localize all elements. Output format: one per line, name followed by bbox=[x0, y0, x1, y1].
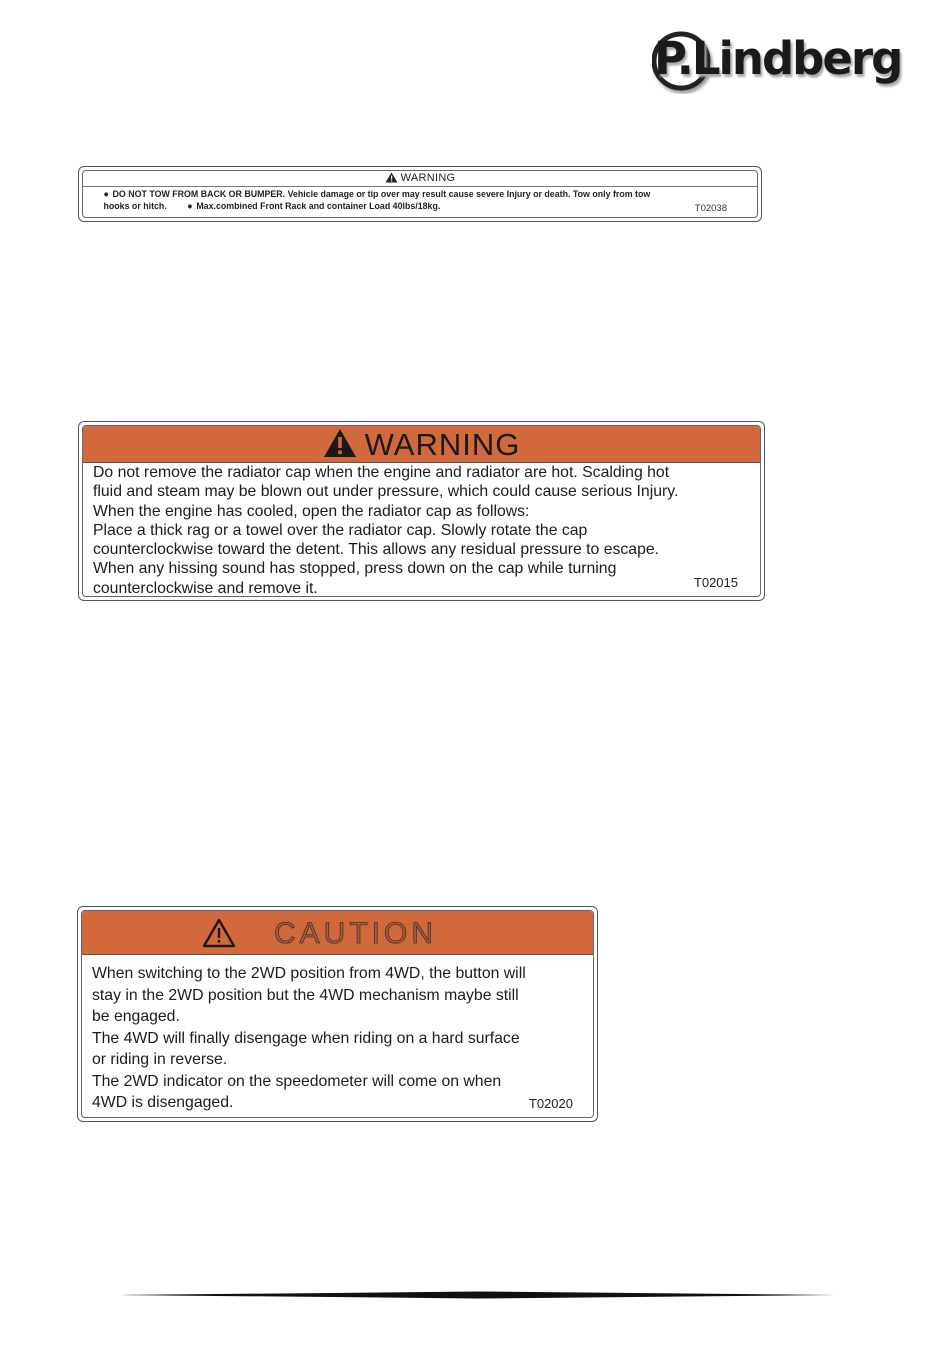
4wd-caution-header bbox=[82, 911, 593, 955]
logo-text: P.Lindberg bbox=[654, 32, 902, 85]
bullet-icon: ● bbox=[187, 201, 193, 212]
radiator-warning-code: T02015 bbox=[693, 575, 738, 590]
radiator-warning-line: Place a thick rag or a towel over the radiator cap. Slowly rotate the cap bbox=[93, 521, 588, 539]
4wd-caution-text bbox=[82, 955, 593, 1114]
tow-warning-line-2a: hooks or hitch. bbox=[103, 201, 167, 212]
radiator-warning-header bbox=[83, 426, 760, 463]
radiator-warning-title: WARNING bbox=[364, 427, 521, 462]
radiator-warning-line: fluid and steam may be blown out under pressure, which could cause serious Injury. bbox=[93, 483, 679, 501]
footer-divider bbox=[120, 1290, 836, 1300]
warning-triangle-icon bbox=[385, 172, 398, 188]
radiator-warning-text bbox=[83, 463, 760, 597]
caution-line: stay in the 2WD position but the 4WD mechanism maybe still bbox=[92, 986, 519, 1004]
4wd-caution-label bbox=[77, 906, 598, 1122]
4wd-caution-code: T02020 bbox=[528, 1096, 573, 1111]
radiator-warning-label bbox=[78, 421, 765, 601]
tow-warning-label bbox=[78, 166, 762, 222]
caution-line: 4WD is disengaged. bbox=[92, 1094, 234, 1111]
bullet-icon: ● bbox=[103, 189, 109, 200]
radiator-warning-line: Do not remove the radiator cap when the engine and radiator are hot. Scalding hot bbox=[93, 464, 670, 481]
caution-line: or riding in reverse. bbox=[92, 1051, 228, 1068]
tow-warning-title: WARNING bbox=[400, 172, 456, 184]
radiator-warning-line: counterclockwise and remove it. bbox=[93, 579, 318, 597]
tow-warning-line-1: DO NOT TOW FROM BACK OR BUMPER. Vehicle damage or tip over may result cause severe Injury or death. Tow only from tow bbox=[112, 189, 651, 200]
tow-warning-code: T02038 bbox=[694, 203, 727, 214]
radiator-warning-line: counterclockwise toward the detent. This allows any residual pressure to escape. bbox=[93, 541, 660, 559]
caution-triangle-icon bbox=[202, 918, 236, 953]
radiator-warning-line: When any hissing sound has stopped, press down on the cap while turning bbox=[93, 560, 617, 578]
radiator-warning-line: When the engine has cooled, open the radiator cap as follows: bbox=[93, 502, 530, 520]
tow-warning-line-2b: Max.combined Front Rack and container Load 40lbs/18kg. bbox=[196, 201, 441, 212]
warning-triangle-icon bbox=[323, 428, 357, 467]
caution-line: The 4WD will finally disengage when riding on a hard surface bbox=[92, 1029, 520, 1047]
caution-line: be engaged. bbox=[92, 1008, 180, 1025]
caution-line: When switching to the 2WD position from 4WD, the button will bbox=[92, 965, 526, 982]
caution-line: The 2WD indicator on the speedometer will come on when bbox=[92, 1072, 502, 1090]
4wd-caution-title: CAUTION bbox=[274, 917, 437, 950]
plindberg-logo bbox=[652, 30, 902, 94]
tow-warning-text bbox=[83, 187, 756, 213]
tow-warning-header bbox=[83, 171, 757, 187]
